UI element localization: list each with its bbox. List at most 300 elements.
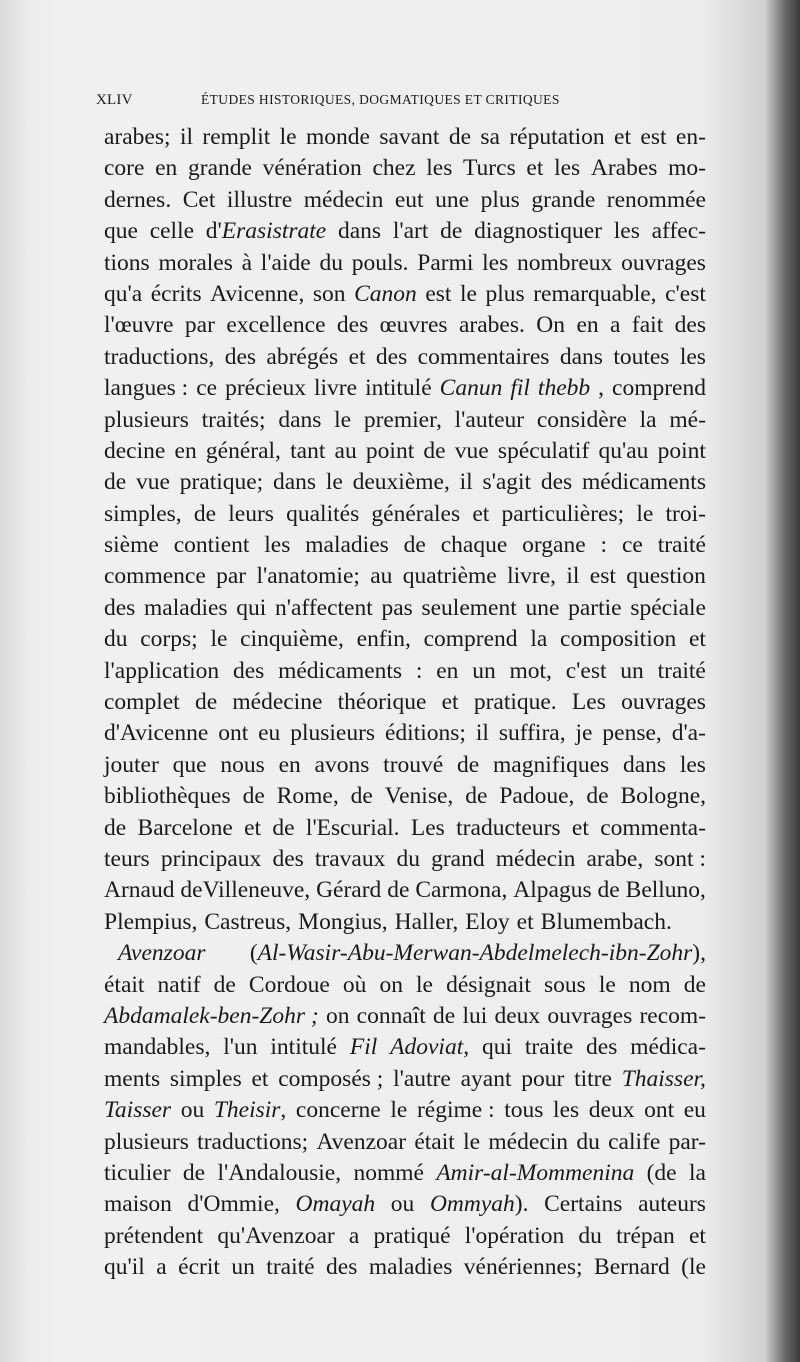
word: [188, 153, 252, 184]
word-segment: Haller,: [394, 908, 459, 935]
word: [621, 687, 706, 718]
word: [472, 499, 489, 530]
word: [225, 342, 256, 373]
word: [589, 1095, 635, 1126]
word: [379, 122, 439, 153]
text-line: [104, 1064, 706, 1095]
word: [465, 907, 509, 938]
word: [196, 373, 217, 404]
word: [472, 656, 496, 687]
word: [668, 153, 706, 184]
word: [623, 750, 666, 781]
word-segment: ),: [692, 940, 706, 967]
word-segment: des: [586, 1034, 618, 1061]
word-segment: commenta-: [600, 814, 706, 841]
word-segment: traductions,: [104, 343, 215, 370]
word-segment: qu'au: [598, 437, 649, 464]
word-segment: dans: [622, 751, 667, 778]
word-segment: est: [640, 124, 667, 150]
word-segment: pour: [521, 1065, 565, 1092]
word: [460, 279, 477, 310]
word-segment: qualités: [286, 500, 360, 527]
word: [225, 373, 306, 404]
word-segment: natif: [157, 971, 201, 998]
word-segment: maladies: [305, 532, 389, 559]
word-segment: ,: [598, 375, 605, 402]
word-segment: mandables,: [104, 1034, 211, 1061]
word-segment: Parmi: [417, 249, 474, 276]
word: [158, 248, 232, 279]
word: [440, 216, 462, 247]
word: [481, 185, 520, 216]
word-segment: nombreux: [517, 249, 613, 276]
word-segment: ,: [280, 1097, 287, 1124]
word-segment: langues :: [104, 375, 189, 402]
word-segment: est: [425, 280, 452, 307]
word-segment: arabes.: [458, 312, 525, 339]
word-segment: qu'Avenzoar: [217, 1222, 335, 1249]
word: [136, 467, 170, 498]
word: [364, 405, 442, 436]
word: [582, 467, 706, 498]
word: [474, 216, 602, 247]
word: [104, 907, 197, 938]
word: [689, 624, 706, 655]
word-segment: bibliothèques: [104, 783, 231, 810]
word: [278, 405, 321, 436]
word: [544, 1189, 622, 1220]
word-segment: de: [182, 1159, 206, 1186]
word: [210, 279, 304, 310]
word: [256, 561, 359, 592]
word: [104, 530, 159, 561]
word-segment: commentaires: [417, 343, 550, 370]
word-segment: qu'il: [104, 1254, 145, 1281]
word-segment: de: [387, 877, 410, 904]
text-line: [104, 310, 706, 341]
word: [541, 467, 572, 498]
word-segment: le: [416, 971, 433, 998]
word: [418, 342, 550, 373]
word: [298, 907, 387, 938]
word: [263, 153, 362, 184]
word-segment: Amir-al-Mommenina: [436, 1159, 635, 1186]
word: [474, 687, 557, 718]
word: [669, 405, 706, 436]
word: [376, 342, 407, 373]
word-segment: de: [213, 971, 236, 998]
word: [379, 970, 403, 1001]
text-line: [104, 373, 706, 404]
word-segment: Arabes: [590, 155, 658, 182]
word: [425, 279, 451, 310]
word: [244, 813, 261, 844]
word-segment: l'Escurial.: [305, 814, 400, 841]
word-segment: :: [600, 532, 608, 559]
word: [195, 687, 217, 718]
word: [104, 342, 214, 373]
text-line: [104, 342, 706, 373]
word-segment: Alpagus: [513, 877, 592, 904]
word-segment: plus: [480, 186, 520, 213]
word: [304, 185, 384, 216]
word-segment: fait: [631, 312, 664, 339]
word-segment: précieux: [225, 375, 306, 402]
word-segment: et: [472, 500, 490, 527]
word-segment: grand: [431, 845, 485, 872]
word-segment: recom-: [639, 1002, 706, 1029]
word-segment: connaît: [356, 1002, 426, 1029]
word: [607, 185, 706, 216]
word: [351, 781, 373, 812]
word-segment: plusieurs: [104, 1128, 189, 1155]
text-line: [104, 248, 706, 279]
word: [622, 530, 643, 561]
word: [150, 216, 194, 247]
word: [337, 310, 368, 341]
word: [632, 310, 663, 341]
word-segment: de: [242, 783, 265, 810]
word: [357, 624, 411, 655]
word: [326, 467, 343, 498]
word-segment: de: [433, 1002, 456, 1029]
word-segment: vue: [135, 469, 170, 496]
word-segment: comprend: [612, 375, 706, 402]
word-segment: n'affectent: [275, 594, 373, 621]
word: [626, 561, 706, 592]
word: [476, 718, 489, 749]
word-segment: leurs: [228, 500, 274, 527]
word: [647, 1158, 677, 1189]
word: [352, 248, 409, 279]
word: [305, 530, 389, 561]
word: [393, 216, 429, 247]
word: [387, 875, 409, 906]
word: [353, 467, 450, 498]
word: [522, 530, 586, 561]
word: [210, 624, 227, 655]
word: [104, 153, 144, 184]
word-segment: Avicenne,: [210, 280, 305, 307]
word: [390, 1095, 407, 1126]
word: [684, 1095, 706, 1126]
word-segment: ,: [463, 1034, 470, 1061]
word: [415, 875, 507, 906]
word: [243, 781, 265, 812]
word-segment: général,: [205, 437, 281, 464]
word-segment: médicaments: [581, 469, 706, 496]
word: [537, 405, 627, 436]
word-segment: ments: [104, 1065, 161, 1092]
word-segment: des: [375, 343, 408, 370]
word-segment: l'œuvre: [104, 312, 174, 339]
word-segment: eut: [394, 186, 424, 213]
word-segment: dernes.: [104, 186, 172, 213]
word-segment: enfin,: [356, 626, 411, 653]
word-segment: le: [463, 1128, 481, 1155]
text-line: [104, 813, 706, 844]
word: [202, 405, 266, 436]
word-segment: eu: [258, 720, 281, 747]
word: [681, 1252, 706, 1283]
word: [104, 1221, 203, 1252]
word: [566, 561, 579, 592]
word-segment: Belluno,: [625, 877, 706, 904]
word-segment: des: [540, 469, 573, 496]
word-segment: Castreus,: [204, 908, 292, 935]
word-segment: le: [390, 1097, 408, 1124]
word: [488, 1127, 568, 1158]
word: [373, 153, 416, 184]
word: [680, 342, 706, 373]
word: [499, 718, 566, 749]
word: [385, 781, 454, 812]
word-segment: un: [231, 1254, 255, 1281]
word-segment: ou: [390, 1191, 415, 1218]
word-segment: deVilleneuve,: [180, 877, 311, 904]
word-segment: Blumembach.: [540, 908, 672, 935]
word-segment: on: [325, 1002, 350, 1029]
word-segment: traductions;: [197, 1128, 309, 1155]
word: [175, 436, 197, 467]
word-segment: des: [104, 594, 136, 621]
word: [509, 122, 604, 153]
word-segment: organe: [522, 532, 586, 559]
word: [151, 279, 202, 310]
text-line: [104, 467, 706, 498]
word: [590, 561, 616, 592]
word-segment: contient: [173, 532, 250, 559]
word-segment: régime :: [416, 1097, 495, 1124]
word-segment: ont: [218, 720, 249, 747]
word-segment: deuxième,: [352, 469, 450, 496]
word: [353, 1158, 424, 1189]
word-segment: lui: [462, 1002, 488, 1029]
word-segment: d'Avicenne: [104, 720, 209, 747]
word-segment: quatrième: [402, 563, 497, 590]
word-segment: Arnaud: [104, 877, 175, 904]
word: [424, 624, 518, 655]
text-line: [104, 561, 706, 592]
word-segment: en: [278, 751, 301, 778]
word-segment: de: [586, 783, 609, 810]
word: [441, 530, 508, 561]
word-segment: l'Andalousie,: [217, 1159, 342, 1186]
word-segment: ayant: [460, 1065, 512, 1092]
word: [104, 499, 182, 530]
word: [180, 122, 193, 153]
text-line: [104, 624, 706, 655]
word: [214, 970, 236, 1001]
word-segment: simples,: [104, 500, 182, 527]
word: [279, 750, 301, 781]
word-segment: du: [576, 1128, 600, 1155]
text-line: [104, 781, 706, 812]
word-segment: Carmona,: [415, 877, 508, 904]
word: [272, 813, 294, 844]
word: [261, 248, 311, 279]
word-segment: tous: [504, 1097, 544, 1124]
word-segment: l'art: [392, 218, 429, 245]
word: [482, 248, 508, 279]
word-segment: les: [679, 751, 706, 778]
word-segment: Cet: [182, 186, 216, 213]
word: [525, 593, 559, 624]
word-segment: par-: [668, 1128, 706, 1155]
text-line: [104, 938, 706, 969]
word: [249, 970, 330, 1001]
word: [104, 185, 171, 216]
word: [658, 530, 706, 561]
word: [226, 310, 325, 341]
word-segment: Bernard: [594, 1254, 670, 1281]
word: [669, 1127, 706, 1158]
word-segment: Barcelone: [137, 814, 233, 841]
word: [612, 373, 706, 404]
word: [665, 279, 706, 310]
text-line: [104, 216, 706, 247]
word: [416, 970, 433, 1001]
word: [536, 310, 565, 341]
word: [365, 373, 432, 404]
word-segment: d'a-: [671, 720, 706, 747]
word-segment: s'agit: [482, 469, 532, 496]
word-segment: de: [272, 814, 295, 841]
word-segment: en: [174, 437, 197, 464]
word-segment: la: [530, 626, 548, 653]
word-segment: celle: [149, 218, 195, 245]
word: [335, 436, 357, 467]
word: [290, 436, 325, 467]
word: [144, 593, 228, 624]
word-segment: traite: [524, 1034, 574, 1061]
word-segment: le: [334, 406, 352, 433]
word-segment: de: [104, 814, 127, 841]
word-segment: où: [342, 971, 367, 998]
word-segment: Ommyah: [429, 1191, 515, 1218]
word: [319, 248, 343, 279]
word: [526, 153, 543, 184]
word: [218, 718, 248, 749]
word-segment: les: [554, 155, 581, 182]
word: [496, 844, 576, 875]
word-segment: de: [597, 877, 620, 904]
word-segment: sième: [104, 532, 159, 559]
text-line: [104, 1095, 706, 1126]
word-segment: pouls.: [351, 249, 409, 276]
word-segment: Avenzoar: [316, 1128, 407, 1155]
word-segment: le: [636, 500, 654, 527]
word: [104, 875, 174, 906]
word: [334, 405, 351, 436]
word: [616, 1221, 675, 1252]
word-segment: à: [241, 249, 253, 276]
word: [630, 1032, 706, 1063]
word: [613, 342, 669, 373]
word: [104, 687, 180, 718]
word: [672, 718, 706, 749]
word-segment: toutes: [613, 343, 670, 370]
word: [104, 844, 150, 875]
body-text: [104, 122, 706, 1283]
word: [370, 561, 392, 592]
word: [531, 185, 595, 216]
word: [486, 279, 525, 310]
word-segment: Fil: [349, 1034, 378, 1061]
word: [614, 216, 640, 247]
word-segment: a: [610, 312, 621, 339]
word: [554, 153, 580, 184]
word: [104, 405, 189, 436]
word: [104, 279, 142, 310]
word: [104, 1032, 210, 1063]
word-segment: de: [423, 437, 446, 464]
word-segment: et: [689, 1222, 706, 1249]
word: [216, 561, 246, 592]
word: [104, 1095, 171, 1126]
text-line: [104, 530, 706, 561]
word-segment: et: [516, 908, 534, 935]
word-segment: Les: [410, 814, 445, 841]
word: [315, 750, 370, 781]
word: [530, 624, 547, 655]
word-segment: Theisir: [213, 1097, 281, 1124]
word: [521, 1064, 564, 1095]
word: [366, 436, 414, 467]
word: [636, 499, 653, 530]
word-segment: plusieurs: [290, 720, 376, 747]
word: [598, 436, 648, 467]
word: [242, 248, 252, 279]
word: [533, 279, 656, 310]
word: [181, 1095, 205, 1126]
word-segment: dans: [273, 469, 317, 496]
word-segment: Padoue,: [499, 783, 575, 810]
text-line: [104, 750, 706, 781]
word-segment: Taisser: [104, 1097, 172, 1124]
word-segment: que: [172, 751, 207, 778]
word-segment: la: [688, 1159, 706, 1186]
word-segment: chez: [372, 155, 416, 182]
word-segment: intitulé: [365, 375, 432, 402]
word-segment: vénération: [262, 155, 362, 182]
word: [104, 781, 231, 812]
word-segment: médicaments: [278, 657, 403, 684]
word: [507, 561, 556, 592]
word-segment: ).: [514, 1191, 529, 1218]
word: [620, 781, 706, 812]
word-segment: tant: [290, 437, 326, 464]
word-segment: de: [440, 218, 463, 245]
word: [423, 436, 445, 467]
word: [290, 718, 375, 749]
word: [296, 1095, 381, 1126]
word: [206, 436, 281, 467]
word-segment: decine: [104, 437, 166, 464]
word-segment: d': [205, 218, 222, 245]
word: [591, 153, 658, 184]
word: [689, 1221, 706, 1252]
word-segment: en-: [675, 124, 706, 150]
word: [104, 1158, 171, 1189]
word: [614, 122, 631, 153]
word-segment: Omayah: [295, 1191, 376, 1218]
word: [436, 1158, 634, 1189]
word: [431, 844, 485, 875]
word: [104, 750, 159, 781]
word-segment: que: [104, 218, 138, 245]
word-segment: la: [639, 406, 657, 433]
